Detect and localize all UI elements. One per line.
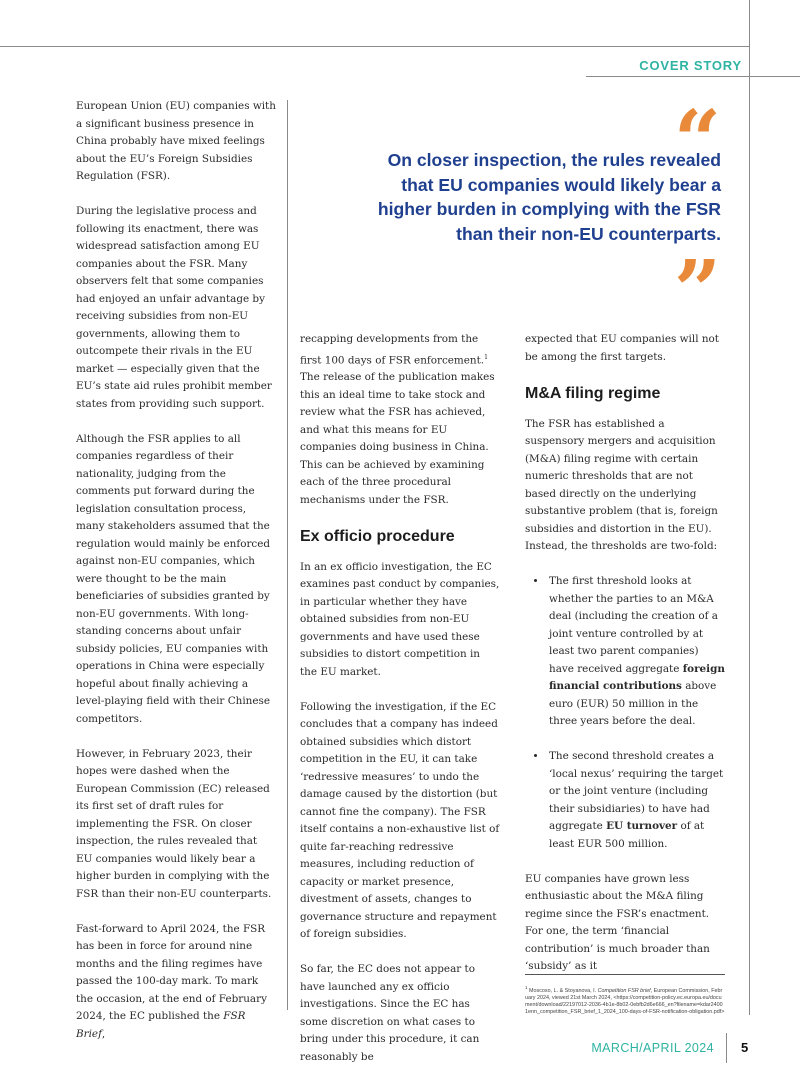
article-column-2	[300, 331, 500, 1084]
paragraph: During the legislative process and following its enactment, there was widespread satisfaction among EU companies about the FSR. Many observers felt that some companies had enjoyed an unfair advantage by receiving subsidies from non-EU governments, allowing them to outcompete their rivals in the EU market — especially given that the EU’s state aid rules prohibit member states from providing such support.	[76, 205, 272, 410]
section-heading: Ex officio procedure	[300, 527, 455, 545]
paragraph: expected that EU companies will not be among the first targets.	[525, 333, 719, 363]
footnote-ref: 1	[484, 353, 488, 361]
footnote: $^1$ Moscoso, L. & Stoyanova, I. Competition FSR brief, European Commission, February 2024, viewed 21st March 2024, <https://competition-policy.ec.europa.eu/document/download/22197012-2036-4b1e-8b02-0ebfb2d6e666_en?filename=kdar24001enn_competition_FSR_brief_1_2024_100-days-of-FSR-notification-obligation.pdf>	[525, 985, 725, 1016]
paragraph: Fast-forward to April 2024, the FSR has been in force for around nine months and the filing regimes have passed the 100-day mark. To mark the occasion, at the end of February 2024, the EC published the FSR Brief,	[76, 922, 267, 1040]
paragraph: The FSR has established a suspensory mergers and acquisition (M&A) filing regime with certain numeric thresholds that are not based directly on the underlying substantive problem (that is, foreign subsidies and distortion in the EU). Instead, the thresholds are two-fold:	[525, 417, 718, 552]
open-quote-mark: “	[673, 93, 721, 189]
right-border-rule	[749, 0, 750, 1015]
column-divider	[287, 100, 288, 1010]
publication-title: FSR Brief	[76, 1010, 246, 1040]
paragraph: recapping developments from the first 100 days of FSR enforcement.$^1$ The release of the publication makes this an ideal time to take stock and review what the FSR has achieved, and what this means for EU companies doing business in China. This can be achieved by examining each of the three procedural mechanisms under the FSR.	[300, 333, 495, 506]
close-quote-mark: ”	[673, 243, 721, 339]
list-item: • The second threshold creates a ‘local nexus’ requiring the target or the joint venture (including their subsidiaries) to have had aggregate EU turnover of at least EUR 500 million.	[547, 748, 725, 853]
paragraph: Following the investigation, if the EC concludes that a company has indeed obtained subsidies which distort competition in the EU, it can take ‘redressive measures’ to undo the damage caused by the distortion (but cannot fine the company). The FSR itself contains a non-exhaustive list of quite far-reaching redressive measures, including reduction of capacity or market presence, divestment of assets, changes to governance structure and repayment of foreign subsidies.	[300, 700, 500, 941]
article-column-1	[76, 98, 276, 1061]
paragraph: However, in February 2023, their hopes were dashed when the European Commission (EC) released its first set of draft rules for implementing the FSR. On closer inspection, the rules revealed that EU companies would likely bear a higher burden in complying with the FSR than their non-EU counterparts.	[76, 747, 272, 900]
threshold-list	[525, 573, 725, 853]
paragraph: Although the FSR applies to all companies regardless of their nationality, judging from the comments put forward during the legislation consultation process, many stakeholders assumed that the regulation would mainly be enforced against non-EU companies, which were thought to be the main beneficiaries of subsidies granted by non-EU governments. With long-standing concerns about unfair subsidy policies, EU companies with operations in China were especially hopeful about finally achieving a level-playing field with their Chinese competitors.	[76, 432, 271, 725]
paragraph: So far, the EC does not appear to have launched any ex officio investigations. Since the EC has some discretion on what cases to bring under this procedure, it can reasonably be	[300, 963, 480, 1063]
paragraph: EU companies have grown less enthusiastic about the M&A filing regime since the FSR’s enactment. For one, the term ‘financial contribution’ is much broader than ‘subsidy’ as it	[525, 872, 710, 972]
list-item: • The first threshold looks at whether the parties to an M&A deal (including the creation of a joint venture controlled by at least two parent companies) have received aggregate foreign financial contributions above euro (EUR) 50 million in the three years before the deal.	[547, 573, 725, 731]
paragraph: In an ex officio investigation, the EC examines past conduct by companies, in particular whether they have obtained subsidies from non-EU governments and have used these subsidies to distort competition in the EU market.	[300, 560, 500, 678]
issue-date: MARCH/APRIL 2024	[591, 1041, 714, 1055]
page-number: 5	[741, 1040, 749, 1055]
top-border-rule	[0, 46, 749, 47]
footer-divider	[726, 1033, 727, 1063]
article-column-3	[525, 331, 725, 993]
paragraph: European Union (EU) companies with a significant business presence in China probably have mixed feelings about the EU’s Foreign Subsidies Regulation (FSR).	[76, 100, 276, 182]
pull-quote-text: On closer inspection, the rules revealed that EU companies would likely bear a higher burden in complying with the FSR than their non-EU counterparts.	[377, 150, 721, 244]
section-label: COVER STORY	[639, 58, 742, 73]
pull-quote	[300, 93, 725, 339]
footnote-rule	[525, 974, 725, 975]
header-underline-rule	[586, 76, 800, 77]
section-heading: M&A filing regime	[525, 384, 661, 402]
